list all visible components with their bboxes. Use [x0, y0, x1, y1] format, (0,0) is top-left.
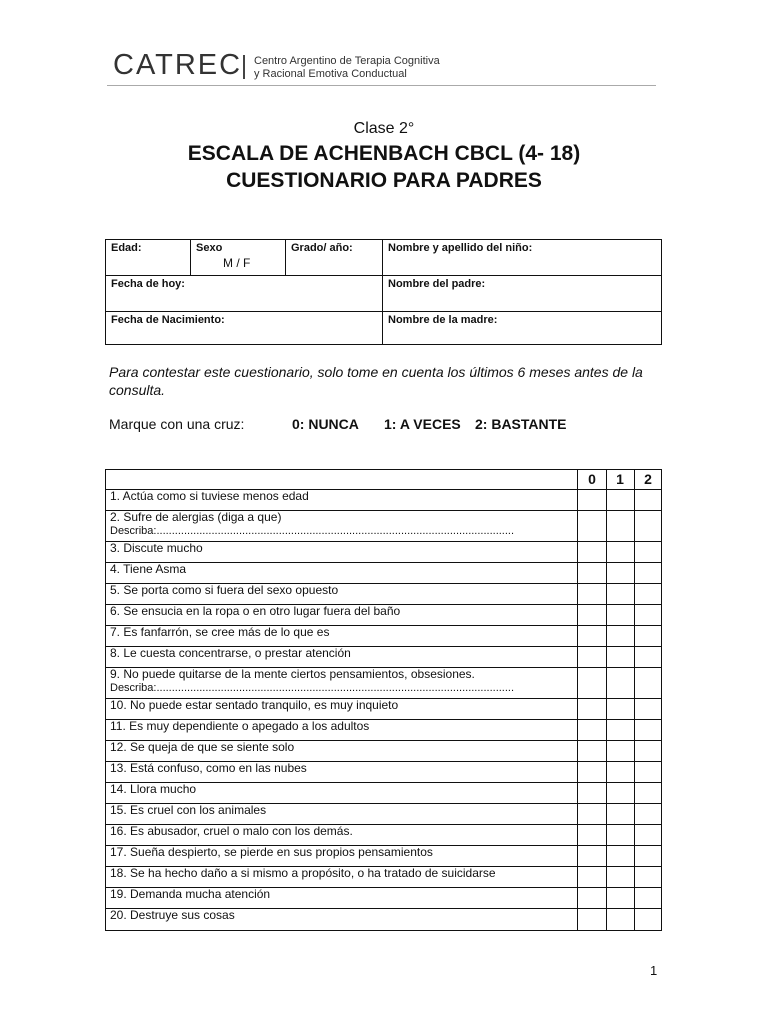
item-11: 11. Es muy dependiente o apegado a los adultos — [110, 719, 370, 733]
item-2-describe: Describa:..................................................................................................................... — [110, 525, 515, 537]
logo-divider — [243, 55, 245, 79]
document-subtitle: CUESTIONARIO PARA PADRES — [226, 169, 542, 192]
item-5: 5. Se porta como si fuera del sexo opuesto — [110, 583, 339, 597]
item-13: 13. Está confuso, como en las nubes — [110, 761, 307, 775]
organization-name-line1: Centro Argentino de Terapia Cognitiva — [254, 55, 440, 67]
sexo-options: M / F — [223, 256, 251, 270]
edad-label: Edad: — [111, 242, 142, 254]
catrec-logo: CATREC — [113, 49, 243, 81]
mother-name-label: Nombre de la madre: — [388, 314, 498, 326]
item-9-describe: Describa:..................................................................................................................... — [110, 682, 515, 694]
patient-info-table — [105, 239, 662, 345]
behavior-items-table — [105, 469, 662, 931]
item-3: 3. Discute mucho — [110, 541, 203, 555]
item-18: 18. Se ha hecho daño a si mismo a propósito, o ha tratado de suicidarse — [110, 866, 496, 880]
item-19: 19. Demanda mucha atención — [110, 887, 271, 901]
column-header-2: 2 — [644, 471, 652, 487]
answer-col-divider — [577, 470, 578, 930]
item-4: 4. Tiene Asma — [110, 562, 187, 576]
item-7: 7. Es fanfarrón, se cree más de lo que es — [110, 625, 330, 639]
scale-sometimes: 1: A VECES — [384, 416, 461, 432]
class-label: Clase 2° — [353, 120, 415, 137]
today-date-label: Fecha de hoy: — [111, 278, 185, 290]
scale-often: 2: BASTANTE — [475, 416, 567, 432]
header-rule — [107, 85, 656, 86]
father-name-label: Nombre del padre: — [388, 278, 486, 290]
answer-col-divider — [606, 470, 607, 930]
column-header-1: 1 — [616, 471, 624, 487]
item-12: 12. Se queja de que se siente solo — [110, 740, 295, 754]
child-name-label: Nombre y apellido del niño: — [388, 242, 533, 254]
scale-never: 0: NUNCA — [292, 416, 359, 432]
grado-label: Grado/ año: — [291, 242, 353, 254]
item-14: 14. Llora mucho — [110, 782, 197, 796]
item-8: 8. Le cuesta concentrarse, o prestar atención — [110, 646, 351, 660]
item-9: 9. No puede quitarse de la mente ciertos pensamientos, obsesiones. — [110, 667, 475, 681]
mark-instruction: Marque con una cruz: — [109, 416, 245, 432]
item-6: 6. Se ensucia en la ropa o en otro lugar fuera del baño — [110, 604, 401, 618]
sexo-label: Sexo — [196, 242, 223, 254]
item-16: 16. Es abusador, cruel o malo con los demás. — [110, 824, 353, 838]
birth-date-label: Fecha de Nacimiento: — [111, 314, 225, 326]
answer-col-divider — [634, 470, 635, 930]
column-header-0: 0 — [588, 471, 596, 487]
item-17: 17. Sueña despierto, se pierde en sus propios pensamientos — [110, 845, 433, 859]
item-20: 20. Destruye sus cosas — [110, 908, 235, 922]
row-divider — [106, 562, 661, 563]
item-2: 2. Sufre de alergias (diga a que) — [110, 510, 282, 524]
organization-name-line2: y Racional Emotiva Conductual — [254, 68, 407, 80]
item-10: 10. No puede estar sentado tranquilo, es muy inquieto — [110, 698, 399, 712]
item-1: 1. Actúa como si tuviese menos edad — [110, 489, 309, 503]
page-number: 1 — [650, 963, 658, 978]
document-title: ESCALA DE ACHENBACH CBCL (4- 18) — [187, 142, 581, 165]
instructions-text: Para contestar este cuestionario, solo tome en cuenta los últimos 6 meses antes de la consulta. — [109, 364, 643, 398]
item-15: 15. Es cruel con los animales — [110, 803, 267, 817]
